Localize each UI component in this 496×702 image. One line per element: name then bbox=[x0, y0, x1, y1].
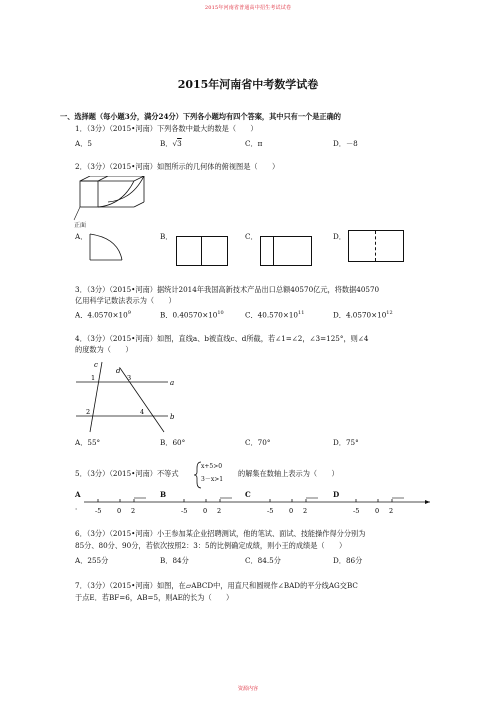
q6-stem-line1: 6．（3分）（2015•河南）小王参加某企业招聘测试，他的笔试、面试、技能操作得分分别为 bbox=[75, 529, 366, 538]
q1-stem: 1．（3分）（2015•河南）下列各数中最大的数是（ ） bbox=[75, 124, 258, 133]
q3-option-c-base: C．40.570×10 bbox=[245, 310, 299, 320]
q4-stem-line2: 的度数为（ ） bbox=[75, 345, 133, 354]
q4-lines-figure bbox=[76, 358, 176, 434]
q5-b-tick-label: 0 bbox=[203, 507, 208, 515]
q2-option-d-figure bbox=[348, 230, 404, 262]
q7-stem-line1: 7．（3分）（2015•河南）如图，在▱ABCD中，用直尺和圆规作∠BAD的平分线AG交BC bbox=[75, 581, 358, 590]
q3-option-c-exp: 11 bbox=[298, 310, 305, 316]
q2-option-d-dashed-line bbox=[375, 231, 376, 261]
q3-option-b bbox=[160, 310, 224, 320]
q6-option-c: C．84.5分 bbox=[245, 556, 281, 565]
q2-option-a: A． bbox=[75, 232, 88, 241]
q2-option-c: C． bbox=[245, 232, 258, 241]
q3-option-b-exp: 10 bbox=[217, 310, 224, 316]
q5-inequality-1: x+5>0 bbox=[201, 463, 223, 470]
q3-stem-line1: 3．（3分）（2015•河南）据统计2014年我国高新技术产品出口总额40570亿元，将数据40570 bbox=[75, 285, 380, 294]
q3-stem-line2: 亿用科学记数法表示为（ ） bbox=[75, 296, 176, 305]
q5-stem-suffix: 的解集在数轴上表示为（ ） bbox=[238, 469, 339, 478]
label-a: a bbox=[170, 379, 175, 387]
q6-option-b: B．84分 bbox=[160, 556, 189, 565]
q3-option-d bbox=[333, 310, 393, 320]
q4-option-a: A．55° bbox=[75, 438, 101, 447]
angle-4-label: 4 bbox=[140, 408, 145, 416]
q4-option-b: B．60° bbox=[160, 438, 186, 447]
line-c bbox=[90, 362, 102, 432]
q2-option-b: B． bbox=[160, 232, 173, 241]
q6-option-a: A．255分 bbox=[75, 556, 109, 565]
q5-d-tick-label: -5 bbox=[353, 507, 360, 515]
q6-option-d: D．86分 bbox=[333, 556, 363, 565]
label-d: d bbox=[116, 367, 121, 375]
q6-stem-line2: 85分、80分、90分，若依次按照2：3：5的比例确定成绩，则小王的成绩是（ ） bbox=[75, 541, 347, 550]
q5-inequality-2: 3－x>1 bbox=[201, 476, 224, 483]
q4-stem-line1: 4．（3分）（2015•河南）如图，直线a、b被直线c、d所截，若∠1=∠2，∠3=125°，则∠4 bbox=[75, 334, 369, 343]
q4-option-c: C．70° bbox=[245, 438, 271, 447]
sqrt-icon: √ bbox=[172, 139, 178, 148]
q1-option-b-radicand: 3 bbox=[177, 139, 182, 148]
q5-b-tick-label: -5 bbox=[181, 507, 188, 515]
q3-option-d-exp: 12 bbox=[386, 310, 393, 316]
label-c: c bbox=[94, 361, 98, 369]
q5-c-tick-label: -5 bbox=[267, 507, 274, 515]
q1-option-d: D．－8 bbox=[333, 139, 358, 148]
page-title: 2015年河南省中考数学试卷 bbox=[177, 78, 319, 91]
q5-c-tick-label: 0 bbox=[289, 507, 294, 515]
q3-option-a-exp: 9 bbox=[127, 310, 131, 316]
page-header: 2015年河南省普通高中招生考试试卷 bbox=[204, 5, 292, 11]
q3-option-a bbox=[75, 310, 131, 320]
q3-option-b-base: B．0.40570×10 bbox=[160, 310, 218, 320]
q5-a-tick-label: -5 bbox=[95, 507, 102, 515]
q5-d-tick-label: 0 bbox=[375, 507, 380, 515]
label-b: b bbox=[170, 413, 175, 421]
q4-option-d: D．75° bbox=[333, 438, 359, 447]
q1-option-c: C．π bbox=[245, 139, 263, 148]
q2-stem: 2．（3分）（2015•河南）如图所示的几何体的俯视图是（ ） bbox=[75, 162, 280, 171]
q5-b-tick-label: 2 bbox=[217, 507, 222, 515]
q1-option-a: A．5 bbox=[75, 139, 92, 148]
q3-option-a-base: A．4.0570×10 bbox=[75, 310, 128, 320]
q2-option-a-figure bbox=[88, 232, 124, 262]
q1-option-b bbox=[160, 139, 182, 149]
page-footer: 资源内容 bbox=[237, 686, 258, 692]
angle-2-label: 2 bbox=[86, 408, 91, 416]
q2-option-d: D． bbox=[333, 232, 346, 241]
q7-stem-line2: 于点E．若BF=6，AB=5，则AE的长为（ ） bbox=[75, 593, 234, 602]
q5-a-tick-label: 0 bbox=[117, 507, 122, 515]
q5-number-lines bbox=[84, 492, 434, 520]
q5-option-a-dot: ． bbox=[75, 502, 83, 511]
q3-option-d-base: D．4.0570×10 bbox=[333, 310, 387, 320]
angle-1-label: 1 bbox=[91, 374, 96, 382]
q5-stem-prefix: 5．（3分）（2015•河南）不等式 bbox=[75, 469, 179, 478]
q5-option-d: D bbox=[333, 490, 340, 499]
q5-option-b: B bbox=[160, 490, 167, 499]
q3-option-c bbox=[245, 310, 304, 320]
q2-option-c-divider bbox=[273, 237, 274, 265]
q2-front-label: 正面 bbox=[74, 222, 87, 229]
q5-a-tick-label: 2 bbox=[131, 507, 136, 515]
q2-option-b-figure bbox=[176, 236, 228, 266]
q5-c-tick-label: 2 bbox=[303, 507, 308, 515]
q1-option-b-label: B． bbox=[160, 139, 173, 148]
angle-3-label: 3 bbox=[127, 374, 132, 382]
section-heading: 一、选择题（每小题3分，满分24分）下列各小题均有四个答案，其中只有一个是正确的 bbox=[60, 112, 341, 121]
q5-option-a: A bbox=[75, 490, 81, 499]
q2-option-c-figure bbox=[260, 236, 312, 266]
q5-d-tick-label: 2 bbox=[389, 507, 394, 515]
q2-option-b-divider bbox=[201, 237, 202, 265]
q5-option-c: C bbox=[245, 490, 251, 499]
